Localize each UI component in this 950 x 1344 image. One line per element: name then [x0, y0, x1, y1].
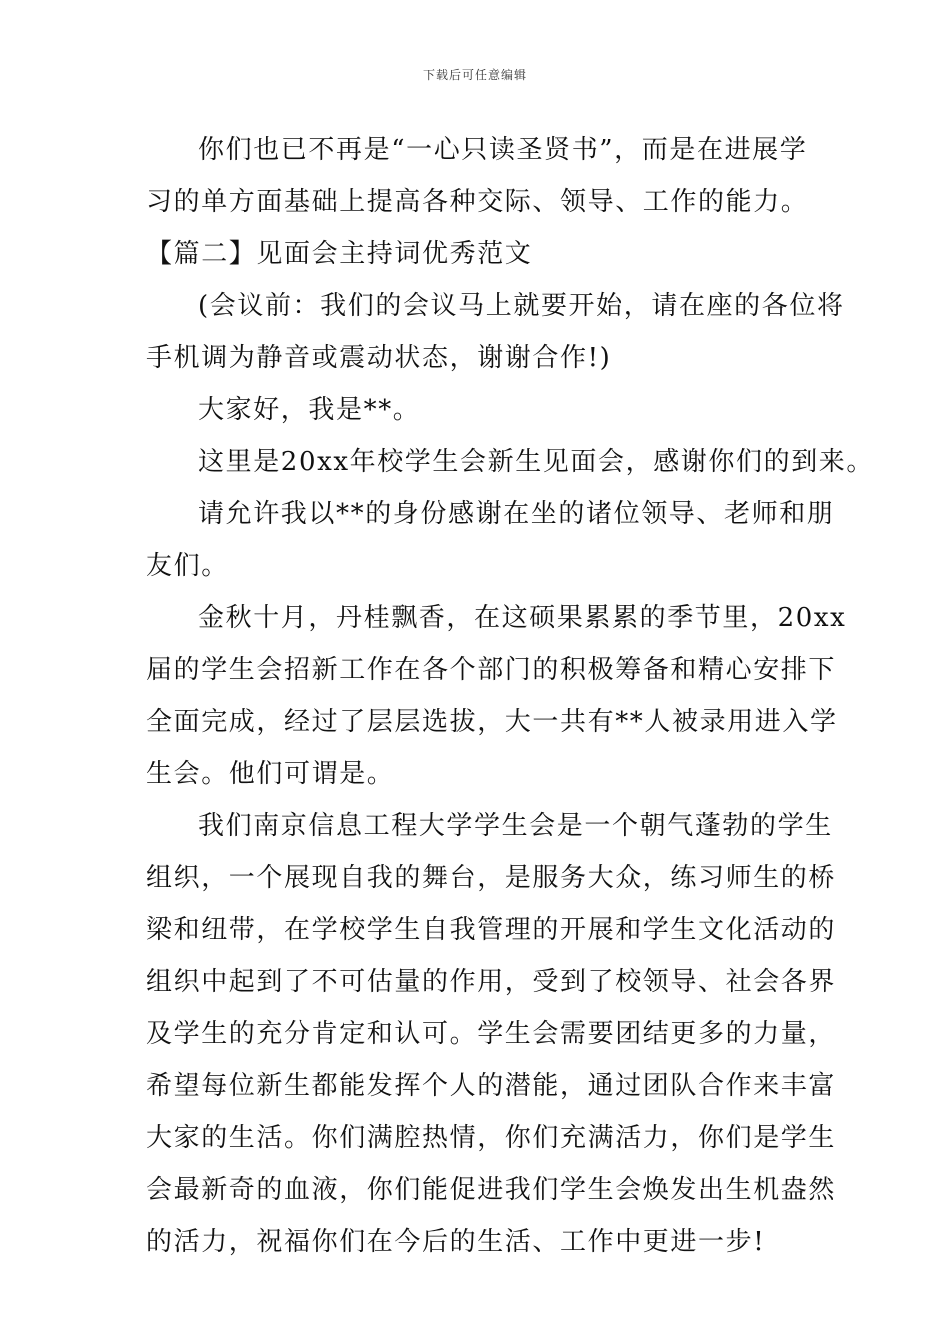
text-line: 我们南京信息工程大学学生会是一个朝气蓬勃的学生 [198, 811, 833, 841]
text-line: 组织，一个展现自我的舞台，是服务大众，练习师生的桥 [146, 863, 837, 893]
text-line: 你们也已不再是“一心只读圣贤书”，而是在进展学 [198, 135, 808, 165]
text-line: 习的单方面基础上提高各种交际、领导、工作的能力。 [146, 187, 809, 217]
text-line: 组织中起到了不可估量的作用，受到了校领导、社会各界 [146, 967, 837, 997]
text-line: 大家的生活。你们满腔热情，你们充满活力，你们是学生 [146, 1123, 837, 1153]
text-line: 请允许我以**的身份感谢在坐的诸位领导、老师和朋 [198, 499, 835, 529]
text-line: 会最新奇的血液，你们能促进我们学生会焕发出生机盎然 [146, 1175, 837, 1205]
text-line: 全面完成，经过了层层选拔，大一共有**人被录用进入学 [146, 707, 838, 737]
text-line: 届的学生会招新工作在各个部门的积极筹备和精心安排下 [146, 655, 837, 685]
text-line: 金秋十月，丹桂飘香，在这硕果累累的季节里，20xx [198, 603, 847, 633]
text-line: 希望每位新生都能发挥个人的潜能，通过团队合作来丰富 [146, 1071, 837, 1101]
text-line: 生会。他们可谓是。 [146, 759, 395, 789]
text-line: 大家好，我是**。 [198, 395, 421, 425]
text-line: 这里是20xx年校学生会新生见面会，感谢你们的到来。 [198, 447, 875, 477]
section-heading: 【篇二】见面会主持词优秀范文 [146, 239, 533, 269]
text-line: 手机调为静音或震动状态，谢谢合作!) [146, 343, 612, 373]
text-line: 梁和纽带，在学校学生自我管理的开展和学生文化活动的 [146, 915, 837, 945]
text-line: 的活力，祝福你们在今后的生活、工作中更进一步! [146, 1227, 766, 1257]
text-line: 及学生的充分肯定和认可。学生会需要团结更多的力量， [146, 1019, 837, 1049]
text-line: (会议前：我们的会议马上就要开始，请在座的各位将 [198, 291, 845, 321]
text-line: 友们。 [146, 551, 229, 581]
document-body [146, 124, 875, 1268]
page-header: 下载后可任意编辑 [422, 68, 527, 82]
